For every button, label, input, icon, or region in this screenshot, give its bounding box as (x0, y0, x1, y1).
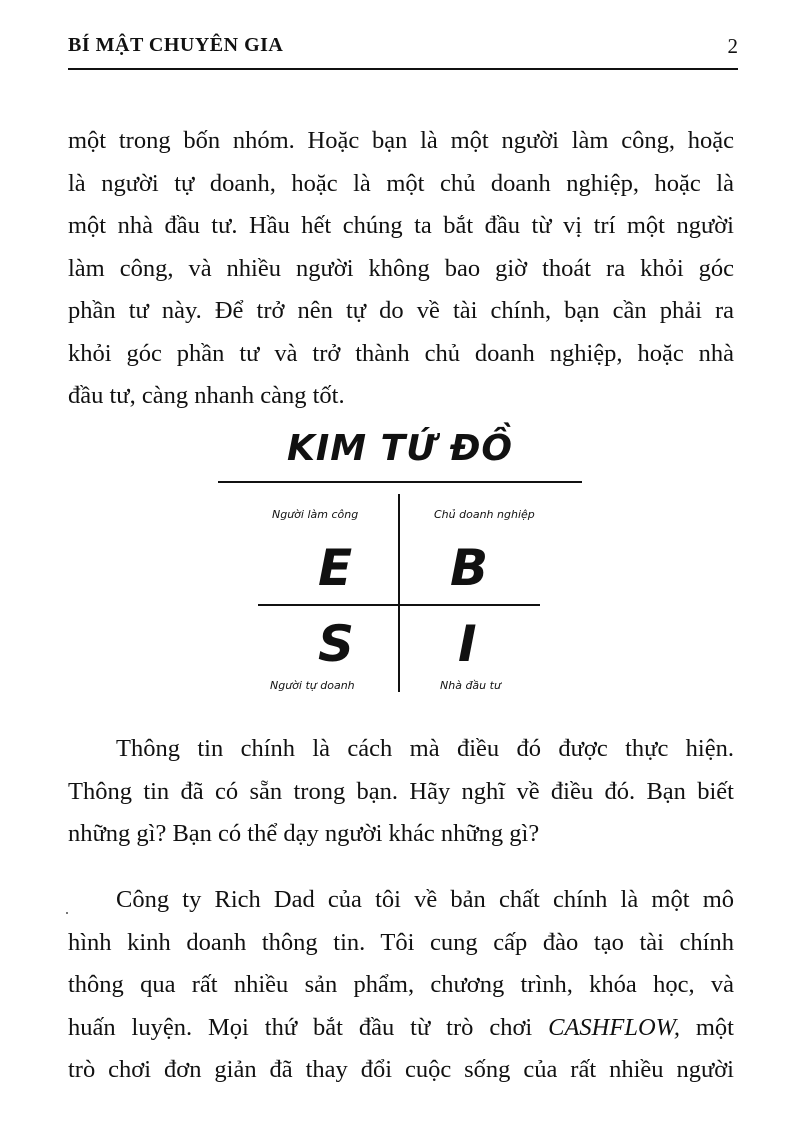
line-text: huấn luyện. Mọi thứ bắt đầu từ trò chơi (68, 1013, 549, 1041)
quadrant-horizontal-divider (258, 604, 540, 606)
paragraph-line: thông qua rất nhiều sản phẩm, chương trình, khóa học, và (68, 971, 734, 998)
paragraph-line: Thông tin chính là cách mà điều đó được thực hiện. (116, 735, 734, 762)
diagram-title-rule (218, 481, 582, 483)
paragraph-line: trò chơi đơn giản đã thay đổi cuộc sống của rất nhiều người (68, 1056, 734, 1083)
running-title: BÍ MẬT CHUYÊN GIA (68, 34, 284, 56)
quadrant-letter-b: B (450, 539, 489, 597)
paragraph-line: một nhà đầu tư. Hầu hết chúng ta bắt đầu từ vị trí một người (68, 212, 734, 239)
paragraph-line: những gì? Bạn có thể dạy người khác những gì? (68, 820, 540, 847)
page-header (68, 28, 738, 70)
quadrant-vertical-divider (398, 494, 400, 692)
paragraph-line: Thông tin đã có sẵn trong bạn. Hãy nghĩ về điều đó. Bạn biết (68, 777, 734, 805)
paragraph-1 (68, 120, 734, 418)
paragraph-line-with-emphasis (68, 1007, 734, 1050)
paragraph-line: làm công, và nhiều người không bao giờ thoát ra khỏi góc (68, 254, 734, 282)
paragraph-line: khỏi góc phần tư và trở thành chủ doanh nghiệp, hoặc nhà (68, 339, 734, 367)
quadrant-letter-s: S (318, 615, 355, 673)
page-number: 2 (727, 34, 738, 58)
quadrant-letter-i: I (458, 615, 477, 673)
line-text-after: một (679, 1013, 734, 1041)
quadrant-label-self-employed: Người tự doanh (270, 679, 355, 692)
quadrant-label-employee: Người làm công (272, 508, 359, 521)
paragraph-2 (68, 728, 734, 856)
paragraph-line: hình kinh doanh thông tin. Tôi cung cấp đào tạo tài chính (68, 928, 734, 956)
paragraph-line: một trong bốn nhóm. Hoặc bạn là một người làm công, hoặc (68, 127, 734, 154)
emphasis-cashflow: CASHFLOW, (548, 1013, 680, 1041)
paragraph-line: phần tư này. Để trở nên tự do về tài chính, bạn cần phải ra (68, 297, 734, 324)
quadrant-label-business-owner: Chủ doanh nghiệp (434, 508, 535, 521)
diagram-title: KIM TỨ ĐỒ (286, 428, 513, 469)
paragraph-line: Công ty Rich Dad của tôi về bản chất chính là một mô (116, 886, 734, 913)
paragraph-3 (68, 879, 734, 1092)
paragraph-line: là người tự doanh, hoặc là một chủ doanh nghiệp, hoặc là (68, 169, 734, 197)
paragraph-line: đầu tư, càng nhanh càng tốt. (68, 382, 345, 409)
quadrant-label-investor: Nhà đầu tư (440, 679, 501, 692)
quadrant-letter-e: E (318, 539, 353, 597)
